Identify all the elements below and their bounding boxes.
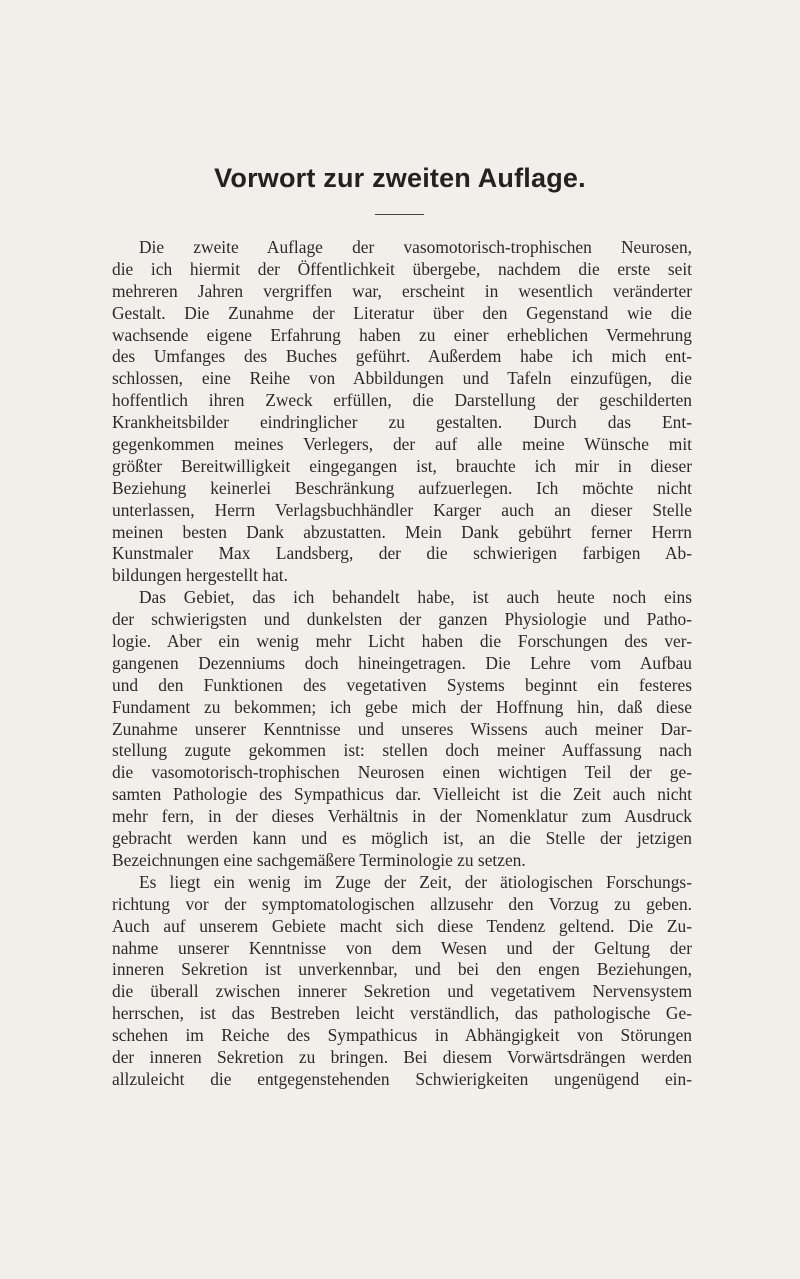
text-line: Krankheitsbilder eindringlicher zu gestalten. Durch das Ent- <box>112 412 692 433</box>
text-line: Zunahme unserer Kenntnisse und unseres Wissens auch meiner Dar- <box>112 718 692 739</box>
text-line: stellung zugute gekommen ist: stellen doch meiner Auffassung nach <box>112 740 692 761</box>
text-line: schehen im Reiche des Sympathicus in Abhängigkeit von Störungen <box>112 1025 692 1046</box>
text-line: richtung vor der symptomatologischen allzusehr den Vorzug zu geben. <box>112 893 692 914</box>
text-line: Beziehung keinerlei Beschränkung aufzuerlegen. Ich möchte nicht <box>112 477 692 498</box>
text-line: schlossen, eine Reihe von Abbildungen und Tafeln einzufügen, die <box>112 368 692 389</box>
text-line: Die zweite Auflage der vasomotorisch-trophischen Neurosen, <box>139 237 692 257</box>
preface-text <box>112 237 692 1091</box>
text-line: die vasomotorisch-trophischen Neurosen einen wichtigen Teil der ge- <box>112 762 692 783</box>
text-line: größter Bereitwilligkeit eingegangen ist, brauchte ich mir in dieser <box>112 455 692 476</box>
text-line: der inneren Sekretion zu bringen. Bei diesem Vorwärtsdrängen werden <box>112 1046 692 1067</box>
text-line: Bezeichnungen eine sachgemäßere Terminologie zu setzen. <box>112 849 526 870</box>
text-line: wachsende eigene Erfahrung haben zu einer erheblichen Vermehrung <box>112 324 692 345</box>
text-line: unterlassen, Herrn Verlagsbuchhändler Karger auch an dieser Stelle <box>112 499 692 520</box>
text-line: inneren Sekretion ist unverkennbar, und bei den engen Beziehungen, <box>112 959 692 980</box>
text-line: Auch auf unserem Gebiete macht sich diese Tendenz geltend. Die Zu- <box>112 915 692 936</box>
text-line: logie. Aber ein wenig mehr Licht haben die Forschungen des ver- <box>112 631 692 652</box>
text-line: allzuleicht die entgegenstehenden Schwierigkeiten ungenügend ein- <box>112 1068 692 1089</box>
text-line: bildungen hergestellt hat. <box>112 565 288 586</box>
page-title: Vorwort zur zweiten Auflage. <box>214 163 586 193</box>
text-line: die ich hiermit der Öffentlichkeit übergebe, nachdem die erste seit <box>112 258 692 279</box>
text-line: samten Pathologie des Sympathicus dar. Vielleicht ist die Zeit auch nicht <box>112 784 692 805</box>
text-line: Fundament zu bekommen; ich gebe mich der Hoffnung hin, daß diese <box>112 696 692 717</box>
text-line: hoffentlich ihren Zweck erfüllen, die Darstellung der geschilderten <box>112 390 692 411</box>
text-line: Gestalt. Die Zunahme der Literatur über den Gegenstand wie die <box>112 302 692 323</box>
text-line: Kunstmaler Max Landsberg, der die schwierigen farbigen Ab- <box>112 543 692 564</box>
text-line: gebracht werden kann und es möglich ist, an die Stelle der jetzigen <box>112 828 692 849</box>
text-line: gegenkommen meines Verlegers, der auf alle meine Wünsche mit <box>112 434 692 455</box>
title-divider <box>375 214 424 215</box>
text-line: meinen besten Dank abzustatten. Mein Dank gebührt ferner Herrn <box>112 521 692 542</box>
text-line: mehreren Jahren vergriffen war, erscheint in wesentlich veränderter <box>112 280 692 301</box>
text-line: und den Funktionen des vegetativen Systems beginnt ein festeres <box>112 674 692 695</box>
text-line: Das Gebiet, das ich behandelt habe, ist auch heute noch eins <box>139 587 692 608</box>
text-line: Es liegt ein wenig im Zuge der Zeit, der ätiologischen Forschungs- <box>139 871 692 892</box>
text-line: herrschen, ist das Bestreben leicht verständlich, das pathologische Ge- <box>112 1003 692 1024</box>
text-line: des Umfanges des Buches geführt. Außerdem habe ich mich ent- <box>112 346 692 367</box>
text-line: nahme unserer Kenntnisse von dem Wesen und der Geltung der <box>112 937 692 958</box>
text-line: mehr fern, in der dieses Verhältnis in der Nomenklatur zum Ausdruck <box>112 806 692 827</box>
text-line: der schwierigsten und dunkelsten der ganzen Physiologie und Patho- <box>112 609 692 630</box>
text-line: gangenen Dezenniums doch hineingetragen. Die Lehre vom Aufbau <box>112 652 692 673</box>
text-line: die überall zwischen innerer Sekretion und vegetativem Nervensystem <box>112 981 692 1002</box>
